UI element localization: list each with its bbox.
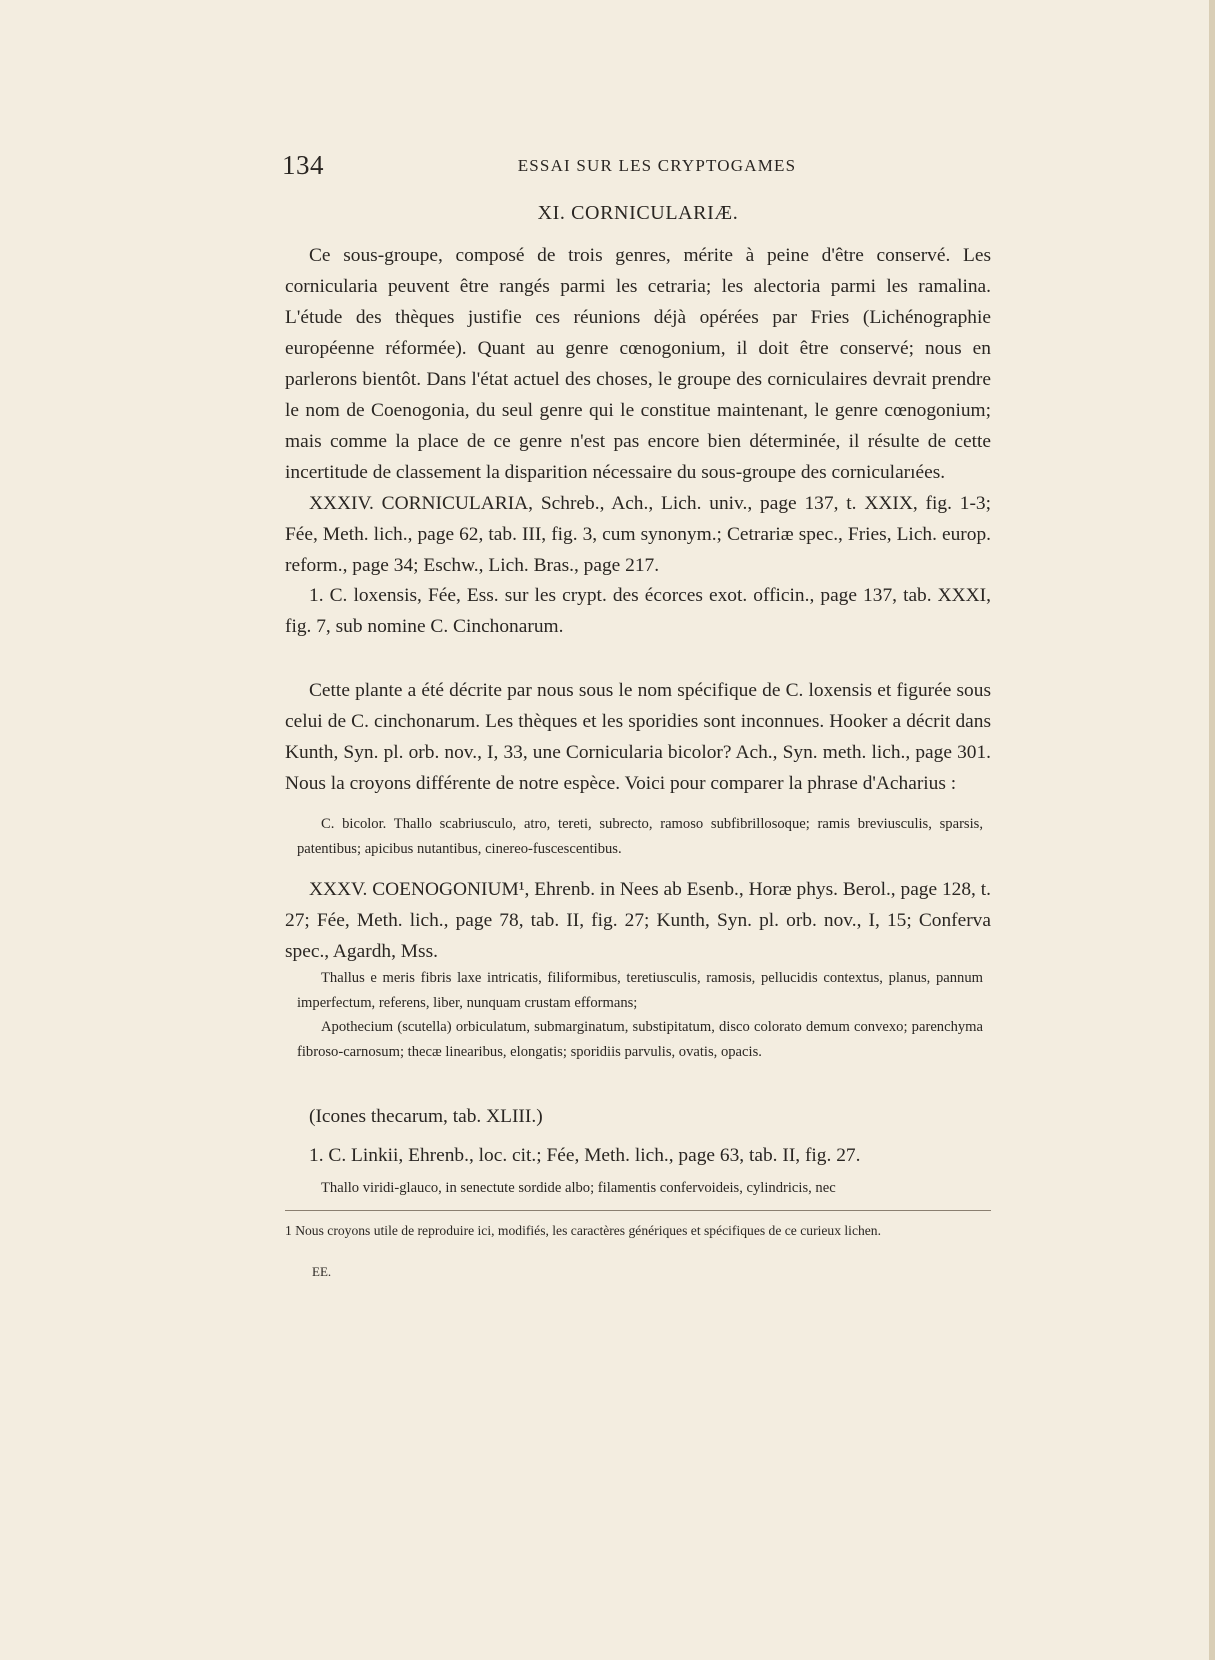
footnote-rule [285, 1210, 991, 1211]
bicolor-diagnosis [297, 812, 983, 861]
apothecium-diagnosis: Apothecium (scutella) orbiculatum, submarginatum, substipitatum, disco colorato demum convexo; parenchyma fibroso-carnosum; thecæ linearibus, elongatis; sporidiis parvulis, ovatis, opacis. [297, 1019, 983, 1060]
section-title: XI. CORNICULARIÆ. [537, 202, 739, 224]
page-edge [1209, 0, 1215, 1660]
remarks-paragraph [285, 675, 991, 799]
generic-diagnosis [297, 966, 983, 1064]
linkii-diagnosis-text: Thallo viridi-glauco, in senectute sordide albo; filamentis confervoideis, cylindricis, nec [321, 1180, 836, 1196]
linkii-diagnosis [297, 1176, 983, 1201]
page-number: 134 [282, 150, 324, 180]
intro-paragraph [285, 240, 991, 488]
thallus-diagnosis: Thallus e meris fibris laxe intricatis, filiformibus, teretiusculis, ramosis, pellucidis contextus, planus, pannum imperfectum, referens, liber, nunquam crustam efformans; [297, 970, 983, 1011]
genus-35-entry [285, 874, 991, 967]
running-header [282, 150, 972, 184]
bicolor-diagnosis-text: C. bicolor. Thallo scabriusculo, atro, tereti, subrecto, ramoso subfibrillosoque; ramis breviusculis, sparsis, patentibus; apicibus nutantibus, cinereo-fuscescentibus. [297, 816, 983, 857]
remarks-text: Cette plante a été décrite par nous sous le nom spécifique de C. loxensis et figurée sous celui de C. cinchonarum. Les thèques et les sporidies sont inconnues. Hooker a décrit dans Kunth, Syn. pl. orb. nov., I, 33, une Cornicularia bicolor? Ach., Syn. meth. lich., page 301. Nous la croyons différente de notre espèce. Voici pour comparer la phrase d'Acharius : [285, 680, 991, 794]
running-title: ESSAI SUR LES CRYPTOGAMES [517, 156, 797, 175]
genus-35-text: XXXV. COENOGONIUM¹, Ehrenb. in Nees ab Esenb., Horæ phys. Berol., page 128, t. 27; Fée, Meth. lich., page 78, tab. II, fig. 27; Kunth, Syn. pl. orb. nov., I, 15; Conferva spec., Agardh, Mss. [285, 879, 991, 962]
species-linkii-text: 1. C. Linkii, Ehrenb., loc. cit.; Fée, Meth. lich., page 63, tab. II, fig. 27. [309, 1145, 861, 1166]
species-loxensis-text: 1. C. loxensis, Fée, Ess. sur les crypt. des écorces exot. officin., page 137, tab. XXXI, fig. 7, sub nomine C. Cinchonarum. [285, 585, 991, 637]
signature-mark: EE. [312, 1264, 332, 1279]
genus-34-text: XXXIV. CORNICULARIA, Schreb., Ach., Lich. univ., page 137, t. XXIX, fig. 1-3; Fée, Meth. lich., page 62, tab. III, fig. 3, cum synonym.; Cetrariæ spec., Fries, Lich. europ. reform., page 34; Eschw., Lich. Bras., page 217. [285, 493, 991, 576]
icones-line [285, 1101, 991, 1132]
genus-34-entry [285, 488, 991, 581]
footnote-text: 1 Nous croyons utile de reproduire ici, modifiés, les caractères génériques et spécifiques de ce curieux lichen. [285, 1223, 882, 1238]
icones-text: (Icones thecarum, tab. XLIII.) [309, 1106, 543, 1127]
species-linkii-entry [285, 1140, 991, 1171]
intro-text: Ce sous-groupe, composé de trois genres, mérite à peine d'être conservé. Les cornicularia peuvent être rangés parmi les cetraria; les alectoria parmi les ramalina. L'étude des thèques justifie ces réunions déjà opérées par Fries (Lichénographie européenne réformée). Quant au genre cœnogonium, il doit être conservé; nous en parlerons bientôt. Dans l'état actuel des choses, le groupe des corniculaires devrait prendre le nom de Coenogonia, du seul genre qui le constitue maintenant, le genre cœnogonium; mais comme la place de ce genre n'est pas encore bien déterminée, il résulte de cette incertitude de classement la disparition nécessaire du sous-groupe des cornicularıées. [285, 245, 991, 483]
footnote [285, 1220, 991, 1241]
species-loxensis-entry [285, 580, 991, 642]
